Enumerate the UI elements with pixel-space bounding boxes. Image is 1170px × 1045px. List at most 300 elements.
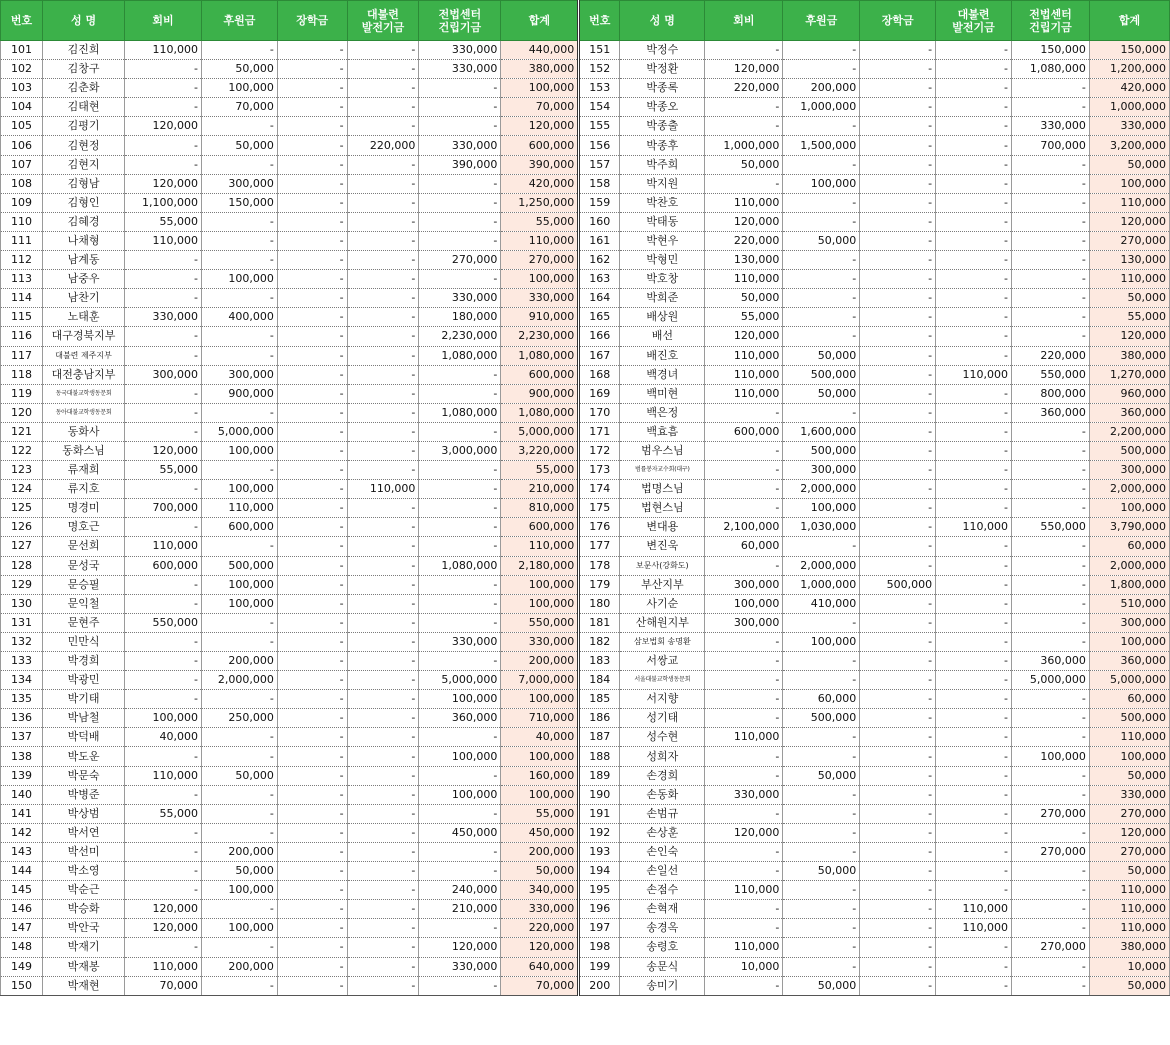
cell-number: 138 (1, 747, 43, 766)
cell-development-fund: - (936, 212, 1012, 231)
cell-name: 동아대불교학생동문회 (43, 403, 125, 422)
cell-number: 156 (579, 136, 620, 155)
cell-membership-fee: 300,000 (705, 575, 783, 594)
cell-name: 손경희 (620, 766, 705, 785)
cell-total: 330,000 (501, 632, 579, 651)
cell-total: 380,000 (501, 60, 579, 79)
table-row (1, 403, 1170, 422)
header-total: 합계 (501, 1, 579, 41)
cell-total: 160,000 (501, 766, 579, 785)
cell-development-fund: - (347, 632, 419, 651)
cell-total: 380,000 (1089, 346, 1169, 365)
cell-development-fund: - (347, 518, 419, 537)
cell-number: 133 (1, 652, 43, 671)
cell-name: 박병준 (43, 785, 125, 804)
cell-membership-fee: - (705, 709, 783, 728)
cell-center-fund: - (1011, 575, 1089, 594)
table-row (1, 652, 1170, 671)
cell-center-fund: - (419, 652, 501, 671)
cell-membership-fee: - (125, 98, 202, 117)
cell-number: 185 (579, 690, 620, 709)
cell-donation: 50,000 (201, 60, 277, 79)
cell-total: 270,000 (1089, 842, 1169, 861)
cell-number: 175 (579, 499, 620, 518)
cell-number: 123 (1, 461, 43, 480)
cell-name: 김혜경 (43, 212, 125, 231)
cell-donation: 50,000 (783, 862, 860, 881)
cell-donation: - (783, 308, 860, 327)
cell-donation: - (783, 251, 860, 270)
header-total-right: 합계 (1089, 1, 1169, 41)
cell-development-fund: - (347, 747, 419, 766)
table-row (1, 346, 1170, 365)
cell-scholarship: - (277, 938, 347, 957)
cell-scholarship: - (860, 499, 936, 518)
cell-name: 보문사(강화도) (620, 556, 705, 575)
cell-center-fund: 360,000 (1011, 403, 1089, 422)
cell-center-fund: 550,000 (1011, 365, 1089, 384)
cell-center-fund: 120,000 (419, 938, 501, 957)
cell-name: 박재현 (43, 976, 125, 995)
cell-center-fund: 330,000 (419, 632, 501, 651)
cell-membership-fee: - (705, 117, 783, 136)
cell-number: 115 (1, 308, 43, 327)
cell-number: 171 (579, 422, 620, 441)
cell-development-fund: - (347, 155, 419, 174)
cell-donation: - (783, 785, 860, 804)
cell-total: 55,000 (501, 461, 579, 480)
cell-center-fund: 1,080,000 (419, 346, 501, 365)
cell-center-fund: - (419, 193, 501, 212)
cell-name: 박안국 (43, 919, 125, 938)
cell-number: 182 (579, 632, 620, 651)
cell-donation: - (201, 403, 277, 422)
cell-donation: 100,000 (783, 174, 860, 193)
cell-scholarship: - (860, 231, 936, 250)
cell-development-fund: - (936, 556, 1012, 575)
cell-membership-fee: - (125, 480, 202, 499)
cell-total: 1,250,000 (501, 193, 579, 212)
cell-membership-fee: - (705, 671, 783, 690)
cell-donation: 200,000 (201, 842, 277, 861)
cell-membership-fee: - (705, 499, 783, 518)
cell-development-fund: - (347, 823, 419, 842)
cell-membership-fee: - (125, 690, 202, 709)
cell-donation: 900,000 (201, 384, 277, 403)
cell-membership-fee: - (125, 403, 202, 422)
cell-name: 박서연 (43, 823, 125, 842)
cell-center-fund: - (1011, 79, 1089, 98)
cell-donation: - (201, 823, 277, 842)
table-row (1, 251, 1170, 270)
table-row (1, 919, 1170, 938)
cell-name: 성수현 (620, 728, 705, 747)
cell-membership-fee: 120,000 (705, 327, 783, 346)
cell-scholarship: - (277, 690, 347, 709)
cell-scholarship: - (277, 652, 347, 671)
cell-center-fund: 270,000 (1011, 804, 1089, 823)
cell-name: 배선 (620, 327, 705, 346)
cell-total: 270,000 (501, 251, 579, 270)
cell-donation: - (783, 212, 860, 231)
cell-center-fund: 240,000 (419, 881, 501, 900)
cell-center-fund: - (419, 499, 501, 518)
cell-name: 김형인 (43, 193, 125, 212)
cell-scholarship: - (860, 823, 936, 842)
cell-number: 130 (1, 594, 43, 613)
cell-donation: 150,000 (201, 193, 277, 212)
cell-number: 131 (1, 613, 43, 632)
cell-scholarship: - (277, 289, 347, 308)
cell-development-fund: - (347, 804, 419, 823)
cell-number: 101 (1, 41, 43, 60)
cell-membership-fee: 110,000 (705, 270, 783, 289)
cell-development-fund: - (936, 346, 1012, 365)
cell-scholarship: - (277, 308, 347, 327)
cell-membership-fee: 120,000 (125, 900, 202, 919)
cell-membership-fee: - (705, 900, 783, 919)
table-row (1, 842, 1170, 861)
cell-center-fund: - (1011, 270, 1089, 289)
cell-name: 문현주 (43, 613, 125, 632)
table-row (1, 155, 1170, 174)
cell-development-fund: - (347, 79, 419, 98)
table-row (1, 270, 1170, 289)
cell-total: 55,000 (501, 804, 579, 823)
cell-number: 176 (579, 518, 620, 537)
cell-center-fund: - (1011, 537, 1089, 556)
cell-number: 135 (1, 690, 43, 709)
cell-total: 2,230,000 (501, 327, 579, 346)
cell-donation: 200,000 (201, 652, 277, 671)
cell-total: 220,000 (501, 919, 579, 938)
cell-total: 110,000 (1089, 919, 1169, 938)
cell-name: 손인숙 (620, 842, 705, 861)
cell-donation: 1,000,000 (783, 575, 860, 594)
cell-donation: - (201, 613, 277, 632)
cell-number: 195 (579, 881, 620, 900)
cell-total: 100,000 (501, 747, 579, 766)
cell-number: 103 (1, 79, 43, 98)
cell-name: 박종출 (620, 117, 705, 136)
cell-total: 450,000 (501, 823, 579, 842)
cell-scholarship: - (277, 575, 347, 594)
cell-scholarship: - (277, 709, 347, 728)
cell-donation: 2,000,000 (201, 671, 277, 690)
cell-number: 200 (579, 976, 620, 995)
cell-name: 박현우 (620, 231, 705, 250)
cell-total: 640,000 (501, 957, 579, 976)
cell-development-fund: - (936, 422, 1012, 441)
cell-number: 122 (1, 441, 43, 460)
cell-donation: 200,000 (783, 79, 860, 98)
cell-membership-fee: - (125, 327, 202, 346)
cell-development-fund: - (936, 499, 1012, 518)
cell-membership-fee: 10,000 (705, 957, 783, 976)
cell-membership-fee: - (125, 270, 202, 289)
cell-development-fund: - (936, 403, 1012, 422)
cell-center-fund: - (1011, 422, 1089, 441)
cell-number: 168 (579, 365, 620, 384)
cell-scholarship: - (277, 804, 347, 823)
cell-number: 180 (579, 594, 620, 613)
cell-scholarship: - (860, 518, 936, 537)
cell-development-fund: - (347, 384, 419, 403)
cell-scholarship: - (860, 384, 936, 403)
cell-total: 330,000 (501, 900, 579, 919)
cell-total: 7,000,000 (501, 671, 579, 690)
cell-number: 178 (579, 556, 620, 575)
cell-scholarship: - (860, 365, 936, 384)
cell-membership-fee: 55,000 (125, 212, 202, 231)
cell-donation: - (783, 327, 860, 346)
cell-membership-fee: - (705, 174, 783, 193)
cell-development-fund: - (936, 709, 1012, 728)
table-row (1, 193, 1170, 212)
cell-donation: 100,000 (201, 575, 277, 594)
cell-total: 100,000 (501, 594, 579, 613)
cell-membership-fee: - (125, 594, 202, 613)
cell-name: 법현스님 (620, 499, 705, 518)
cell-total: 210,000 (501, 480, 579, 499)
cell-scholarship: - (277, 60, 347, 79)
cell-membership-fee: - (125, 422, 202, 441)
cell-name: 김현정 (43, 136, 125, 155)
cell-scholarship: - (860, 938, 936, 957)
cell-scholarship: - (277, 556, 347, 575)
cell-center-fund: - (419, 212, 501, 231)
cell-total: 50,000 (501, 862, 579, 881)
cell-center-fund: - (1011, 251, 1089, 270)
table-row (1, 881, 1170, 900)
cell-membership-fee: 1,100,000 (125, 193, 202, 212)
cell-donation: - (201, 461, 277, 480)
cell-center-fund: - (1011, 499, 1089, 518)
cell-donation: - (783, 957, 860, 976)
cell-donation: - (201, 155, 277, 174)
cell-development-fund: - (347, 346, 419, 365)
cell-development-fund: - (347, 212, 419, 231)
cell-number: 161 (579, 231, 620, 250)
cell-total: 10,000 (1089, 957, 1169, 976)
cell-name: 박종오 (620, 98, 705, 117)
cell-development-fund: - (936, 842, 1012, 861)
cell-development-fund: - (936, 441, 1012, 460)
cell-development-fund: - (936, 98, 1012, 117)
cell-development-fund: - (347, 862, 419, 881)
cell-development-fund: - (936, 60, 1012, 79)
cell-scholarship: - (860, 957, 936, 976)
cell-development-fund: - (936, 251, 1012, 270)
cell-scholarship: - (277, 747, 347, 766)
table-row (1, 60, 1170, 79)
cell-membership-fee: - (125, 575, 202, 594)
cell-donation: 100,000 (201, 881, 277, 900)
cell-number: 155 (579, 117, 620, 136)
cell-membership-fee: 120,000 (125, 441, 202, 460)
cell-membership-fee: - (705, 403, 783, 422)
cell-center-fund: - (1011, 613, 1089, 632)
table-row (1, 747, 1170, 766)
cell-name: 송령호 (620, 938, 705, 957)
cell-center-fund: - (419, 575, 501, 594)
cell-number: 194 (579, 862, 620, 881)
cell-name: 동화사 (43, 422, 125, 441)
cell-donation: - (201, 537, 277, 556)
cell-development-fund: - (936, 652, 1012, 671)
cell-development-fund: - (936, 327, 1012, 346)
cell-development-fund: - (347, 556, 419, 575)
cell-center-fund: - (419, 842, 501, 861)
cell-scholarship: - (860, 556, 936, 575)
cell-name: 박희준 (620, 289, 705, 308)
cell-donation: 500,000 (783, 709, 860, 728)
cell-membership-fee: 40,000 (125, 728, 202, 747)
cell-membership-fee: - (125, 632, 202, 651)
cell-center-fund: 800,000 (1011, 384, 1089, 403)
cell-membership-fee: - (705, 862, 783, 881)
cell-development-fund: - (936, 174, 1012, 193)
cell-donation: - (783, 728, 860, 747)
cell-name: 백은정 (620, 403, 705, 422)
cell-donation: 1,500,000 (783, 136, 860, 155)
cell-donation: - (201, 900, 277, 919)
header-development-fund: 대불련 발전기금 (347, 1, 419, 41)
cell-name: 손일선 (620, 862, 705, 881)
cell-scholarship: - (860, 308, 936, 327)
cell-total: 100,000 (501, 785, 579, 804)
cell-scholarship: - (277, 193, 347, 212)
cell-number: 148 (1, 938, 43, 957)
cell-membership-fee: 60,000 (705, 537, 783, 556)
cell-development-fund: - (936, 289, 1012, 308)
table-row (1, 594, 1170, 613)
cell-membership-fee: - (125, 136, 202, 155)
cell-development-fund: - (936, 41, 1012, 60)
table-row (1, 289, 1170, 308)
cell-number: 114 (1, 289, 43, 308)
cell-name: 송경옥 (620, 919, 705, 938)
cell-development-fund: - (347, 365, 419, 384)
cell-scholarship: - (277, 499, 347, 518)
cell-membership-fee: 110,000 (705, 728, 783, 747)
cell-scholarship: - (860, 594, 936, 613)
cell-donation: - (201, 289, 277, 308)
cell-name: 대전충남지부 (43, 365, 125, 384)
cell-membership-fee: 2,100,000 (705, 518, 783, 537)
cell-development-fund: - (347, 251, 419, 270)
cell-total: 60,000 (1089, 537, 1169, 556)
cell-donation: - (783, 117, 860, 136)
cell-name: 박문숙 (43, 766, 125, 785)
cell-development-fund: - (347, 575, 419, 594)
cell-scholarship: - (860, 900, 936, 919)
cell-name: 법명스님 (620, 480, 705, 499)
cell-center-fund: - (419, 594, 501, 613)
cell-number: 198 (579, 938, 620, 957)
cell-membership-fee: - (705, 804, 783, 823)
table-row (1, 556, 1170, 575)
cell-total: 910,000 (501, 308, 579, 327)
cell-center-fund: - (1011, 556, 1089, 575)
cell-development-fund: - (347, 957, 419, 976)
cell-development-fund: - (347, 231, 419, 250)
cell-center-fund: 330,000 (419, 41, 501, 60)
cell-scholarship: - (277, 842, 347, 861)
cell-development-fund: - (936, 575, 1012, 594)
cell-center-fund: - (419, 480, 501, 499)
cell-scholarship: - (277, 155, 347, 174)
cell-center-fund: - (1011, 289, 1089, 308)
cell-number: 111 (1, 231, 43, 250)
cell-center-fund: 360,000 (419, 709, 501, 728)
cell-center-fund: 150,000 (1011, 41, 1089, 60)
cell-development-fund: - (347, 117, 419, 136)
header-scholarship-right: 장학금 (860, 1, 936, 41)
cell-total: 330,000 (1089, 785, 1169, 804)
cell-center-fund: 180,000 (419, 308, 501, 327)
cell-number: 159 (579, 193, 620, 212)
cell-number: 169 (579, 384, 620, 403)
cell-development-fund: 110,000 (936, 919, 1012, 938)
table-row (1, 976, 1170, 995)
cell-name: 서울대불교학생동문회 (620, 671, 705, 690)
cell-scholarship: - (277, 98, 347, 117)
cell-donation: 50,000 (783, 231, 860, 250)
cell-total: 60,000 (1089, 690, 1169, 709)
cell-total: 100,000 (501, 270, 579, 289)
cell-donation: 100,000 (201, 79, 277, 98)
cell-name: 박선미 (43, 842, 125, 861)
cell-number: 162 (579, 251, 620, 270)
cell-name: 문익철 (43, 594, 125, 613)
cell-donation: 100,000 (201, 270, 277, 289)
cell-number: 117 (1, 346, 43, 365)
cell-membership-fee: - (705, 842, 783, 861)
cell-membership-fee: - (705, 480, 783, 499)
cell-center-fund: - (419, 919, 501, 938)
cell-donation: 1,000,000 (783, 98, 860, 117)
table-row (1, 327, 1170, 346)
cell-name: 삼보법회 송명환 (620, 632, 705, 651)
cell-total: 600,000 (501, 518, 579, 537)
cell-development-fund: - (347, 652, 419, 671)
cell-development-fund: - (347, 766, 419, 785)
cell-donation: 100,000 (783, 499, 860, 518)
cell-scholarship: - (277, 384, 347, 403)
header-development-fund-right: 대불련 발전기금 (936, 1, 1012, 41)
cell-scholarship: - (277, 174, 347, 193)
cell-total: 3,200,000 (1089, 136, 1169, 155)
cell-scholarship: - (860, 422, 936, 441)
cell-center-fund: 100,000 (419, 785, 501, 804)
cell-donation: - (783, 193, 860, 212)
cell-donation: 70,000 (201, 98, 277, 117)
table-row (1, 480, 1170, 499)
table-row (1, 461, 1170, 480)
cell-donation: 300,000 (201, 365, 277, 384)
cell-scholarship: - (277, 671, 347, 690)
cell-donation: - (201, 346, 277, 365)
cell-total: 1,800,000 (1089, 575, 1169, 594)
cell-scholarship: - (277, 251, 347, 270)
cell-total: 440,000 (501, 41, 579, 60)
cell-total: 340,000 (501, 881, 579, 900)
cell-number: 152 (579, 60, 620, 79)
cell-name: 명경미 (43, 499, 125, 518)
cell-membership-fee: 300,000 (705, 613, 783, 632)
cell-scholarship: - (860, 613, 936, 632)
